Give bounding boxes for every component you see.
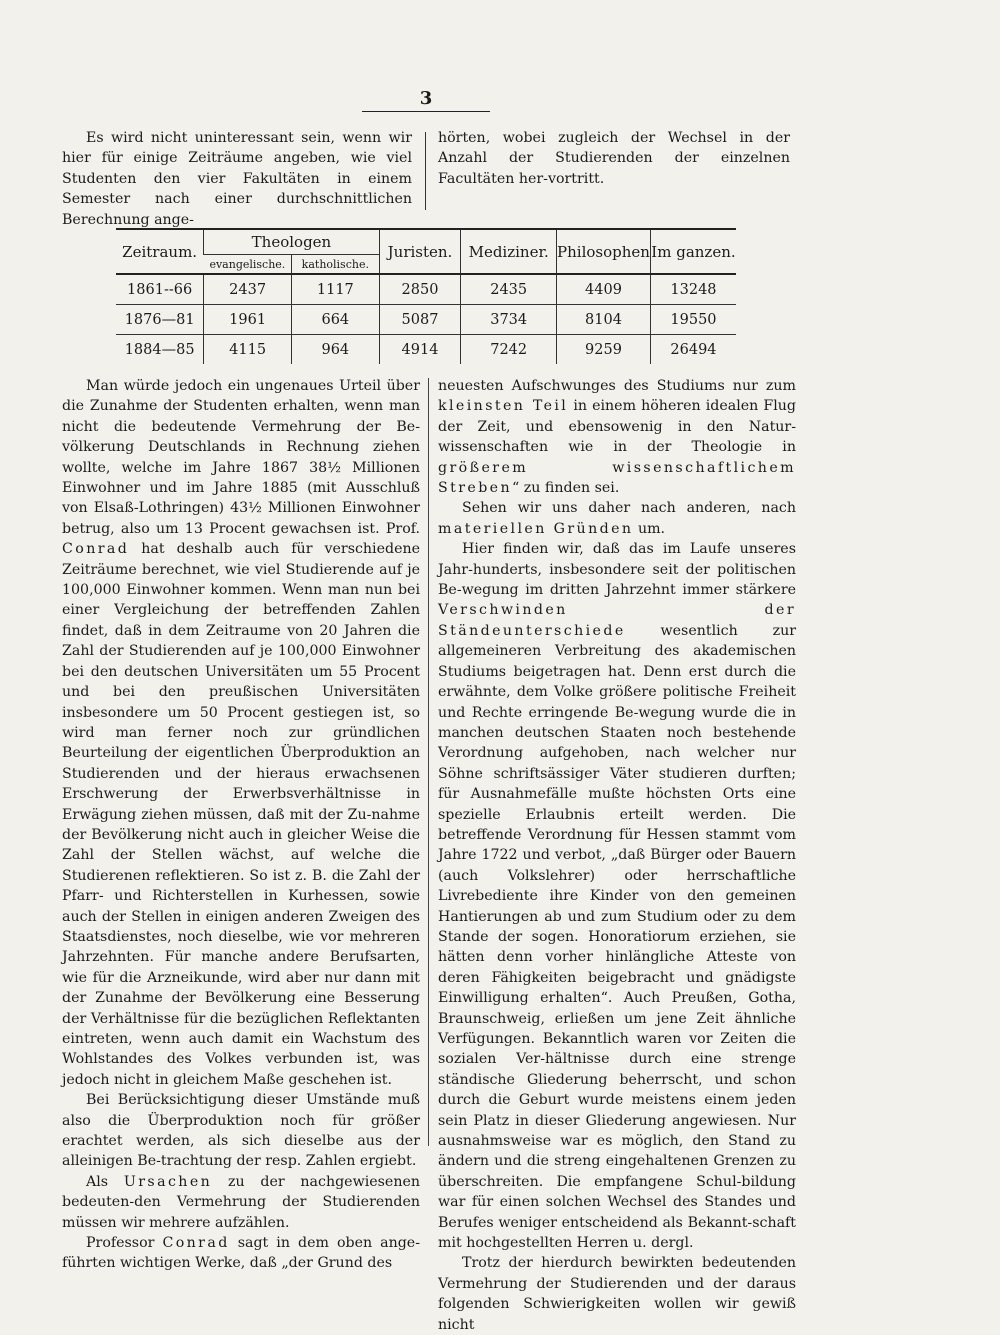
cell-catholic: 664 — [292, 305, 380, 335]
cell-protestant: 1961 — [204, 305, 292, 335]
header-medicine: Mediziner. — [461, 229, 557, 274]
author-name: Conrad — [162, 1235, 230, 1252]
text-run: um. — [637, 520, 666, 537]
student-statistics-table — [116, 228, 736, 364]
cell-jurists: 4914 — [379, 335, 461, 365]
cell-protestant: 2437 — [204, 274, 292, 305]
paragraph — [62, 376, 420, 1090]
cell-period: 1884—85 — [116, 335, 204, 365]
body-left-column — [62, 376, 420, 1274]
header-period: Zeitraum. — [116, 229, 204, 274]
paragraph — [62, 1172, 420, 1233]
emphasis: kleinsten Teil — [438, 398, 569, 415]
text-run: hat deshalb auch für verschiedene Zeiträume berechnet, wie viel Studierende auf je 100,000 Einwohner kommen. Wenn man nun bei einer Vergleichung der betreffenden Zahlen findet, daß in dem Zeitraume von 20 Jahren die Zahl der Studierenden auf je 100,000 Einwohner bei den deutschen Universitäten um 55 Procent und bei den preußischen Universitäten insbesondere um 50 Procent gestiegen ist, so wird man ferner noch zur gründlichen Beurteilung der eigentlichen Überproduktion an Studierenden und der hieraus erwachsenen Erschwerung der Erwerbsverhältnisse in Erwägung ziehen müssen, daß mit der Zu-nahme der Bevölkerung nicht auch in gleicher Weise die Zahl der Stellen wächst, auf welche die Studierenen reflektieren. So ist z. B. die Zahl der Pfarr- und Richterstellen in Kurhessen, sowie auch der Stellen in einigen anderen Zweigen des Staatsdienstes, noch dieselbe, wie vor mehreren Jahrzehnten. Für manche andere Berufsarten, wie für die Arzneikunde, wird aber nur dann mit der Zunahme der Bevölkerung eine Besserung der Verhältnisse für die bezüglichen Reflektanten eintreten, wenn auch damit ein Wachstum des Wohlstandes des Volkes verbunden ist, was jedoch nicht in gleichem Maße geschehen ist. — [62, 541, 420, 1088]
text-run: Professor — [86, 1235, 155, 1252]
paragraph: Bei Berücksichtigung dieser Umstände muß also die Überproduktion noch für größer erachtet werden, als sich dieselbe aus der alleinigen Be-trachtung der resp. Zahlen ergiebt. — [62, 1092, 420, 1170]
page-number: 3 — [362, 88, 490, 112]
header-jurists: Juristen. — [379, 229, 461, 274]
text-run: in einem höheren idealen Flug der Zeit, und ebensowenig in den Natur-wissenschaften wie in der Theologie in — [438, 398, 796, 456]
paragraph — [62, 1233, 420, 1274]
paragraph — [438, 498, 796, 539]
cell-catholic: 964 — [292, 335, 380, 365]
intro-left-column — [62, 128, 412, 230]
header-catholic: katholische. — [292, 255, 380, 275]
header-total: Im ganzen. — [650, 229, 736, 274]
text-run: sagt in dem oben ange-führten wichtigen Werke, daß „der Grund des — [62, 1235, 420, 1272]
emphasis: Ursachen — [123, 1173, 213, 1190]
paragraph — [438, 539, 796, 1253]
text-run: Man würde jedoch ein ungenaues Urteil über die Zunahme der Studenten erhalten, wenn man nicht die bedeutende Vermehrung der Be-völkerung Deutschlands in Rechnung ziehen wollte, welche im Jahre 1867 38½ Millionen Einwohner und im Jahre 1885 (mit Ausschluß von Elsaß-Lothringen) 43½ Millionen Einwohner betrug, also um 13 Procent gewachsen ist. Prof. — [62, 378, 420, 537]
column-divider — [428, 378, 429, 1146]
paragraph — [438, 376, 796, 498]
cell-philosophers: 8104 — [557, 305, 651, 335]
cell-period: 1861--66 — [116, 274, 204, 305]
text-run: wesentlich zur allgemeineren Verbreitung des akademischen Studiums beigetragen hat. Denn erst durch die erwähnte, dem Volke größere politische Freiheit und Rechte erringende Be-wegung wurde die in manchen deutschen Staaten noch bestehende Verordnung aufgehoben, nach welcher nur Söhne schriftsässiger Väter studieren durften; für Ausnahmefälle mußte höchsten Orts eine spezielle Erlaubnis erteilt werden. Die betreffende Verordnung für Hessen stammt vom Jahre 1722 und verbot, „daß Bürger oder Bauern (auch Volkslehrer) oder herrschaftliche Livrebediente ihre Kinder von den gemeinen Hantierungen ab und zum Studium oder zu dem Stande der sogen. Honoratiorum erziehen, sie hätten denn vorher hinlängliche Atteste von deren Fähigkeiten beigebracht und gnädigste Einwilligung erhalten“. Auch Preußen, Gotha, Braunschweig, erließen um jene Zeit ähnliche Verfügungen. Bekanntlich waren vor Zeiten die sozialen Ver-hältnisse durch eine strenge ständische Gliederung beherrscht, und schon durch die Geburt wurde meistens einem jeden sein Platz in dieser Gliederung angewiesen. Nur ausnahmsweise war es möglich, den Stand zu ändern und die streng eingehaltenen Grenzen zu überschreiten. Die empfangene Schul-bildung war für einen solchen Wechsel des Standes und Berufes weniger entscheidend als Bekannt-schaft mit hochgestellten Herren u. dergl. — [438, 622, 797, 1252]
cell-jurists: 5087 — [379, 305, 461, 335]
cell-medicine: 3734 — [461, 305, 557, 335]
text-run: Hier finden wir, daß das im Laufe unseres Jahr-hunderts, insbesondere seit der politischen Be-wegung im dritten Jahrzehnt immer stärkere — [438, 541, 796, 599]
paragraph: Trotz der hierdurch bewirkten bedeutenden Vermehrung der Studierenden und der daraus folgenden Schwierigkeiten wollen wir gewiß nicht — [438, 1255, 796, 1333]
table-row — [116, 274, 736, 305]
emphasis: größerem wissenschaftlichem Streben — [438, 459, 796, 497]
cell-philosophers: 9259 — [557, 335, 651, 365]
cell-jurists: 2850 — [379, 274, 461, 305]
cell-medicine: 7242 — [461, 335, 557, 365]
column-divider-top — [425, 132, 426, 210]
table-row — [116, 305, 736, 335]
cell-protestant: 4115 — [204, 335, 292, 365]
header-theologians: Theologen — [204, 229, 379, 255]
text-run: “ zu finden sei. — [512, 480, 620, 497]
header-protestant: evangelische. — [204, 255, 292, 275]
cell-total: 13248 — [650, 274, 736, 305]
text-run: Als — [86, 1173, 109, 1190]
header-philosophers: Philosophen — [557, 229, 651, 274]
emphasis: Verschwinden der Ständeunterschiede — [438, 602, 796, 639]
author-name: Conrad — [62, 541, 130, 558]
cell-philosophers: 4409 — [557, 274, 651, 305]
text-run: Sehen wir uns daher nach anderen, nach — [462, 500, 796, 517]
body-right-column — [438, 376, 796, 1335]
intro-paragraph-left: Es wird nicht uninteressant sein, wenn wir hier für einige Zeiträume angeben, wie viel Studenten den vier Fakultäten in einem Semester nach einer durchschnittlichen Berechnung ange- — [62, 130, 412, 228]
text-run: neuesten Aufschwunges des Studiums nur zum — [438, 378, 796, 394]
cell-total: 26494 — [650, 335, 736, 365]
cell-total: 19550 — [650, 305, 736, 335]
cell-period: 1876—81 — [116, 305, 204, 335]
intro-paragraph-right: hörten, wobei zugleich der Wechsel in der Anzahl der Studierenden der einzelnen Facultäten her-vortritt. — [438, 130, 790, 187]
table-row — [116, 335, 736, 365]
intro-right-column — [438, 128, 790, 189]
text-run: zu der nachgewiesenen bedeuten-den Vermehrung der Studierenden müssen wir mehrere aufzählen. — [62, 1173, 420, 1231]
cell-medicine: 2435 — [461, 274, 557, 305]
cell-catholic: 1117 — [292, 274, 380, 305]
emphasis: materiellen Gründen — [438, 520, 634, 537]
